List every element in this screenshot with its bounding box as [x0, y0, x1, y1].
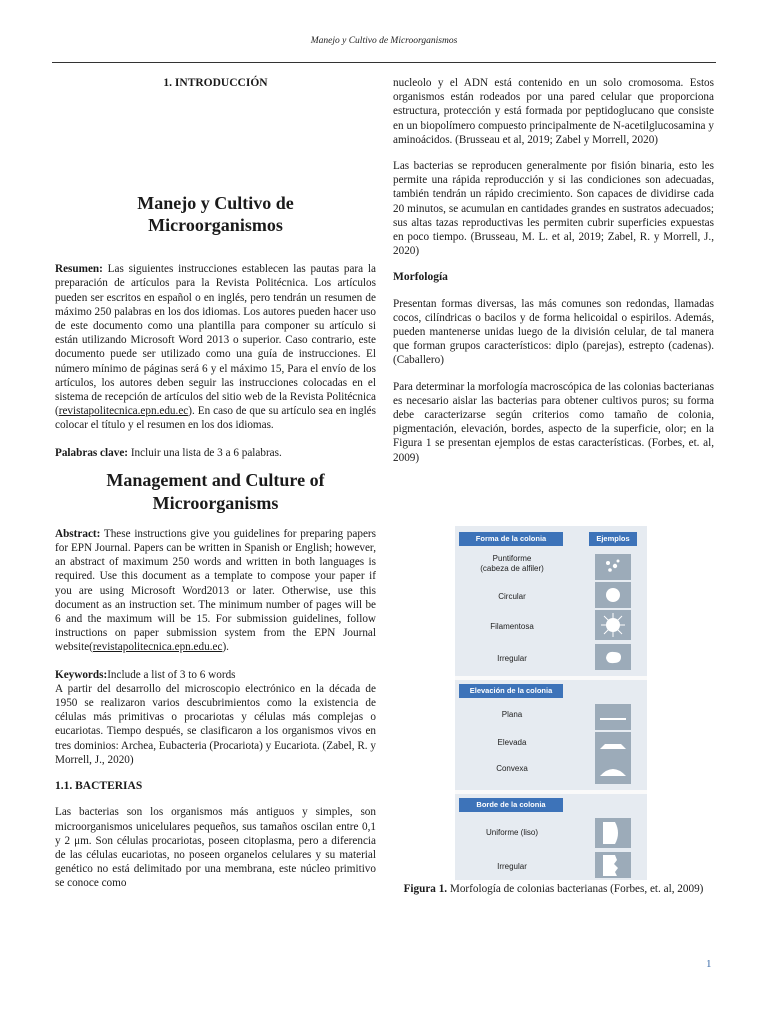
right-paragraph-3: Presentan formas diversas, las más comunes son redondas, llamadas cocos, cilíndricas o bacilos y de forma helicoidal o espirilos. Además, pueden mantenerse unidas luego de la división celular, de tal manera que forman grupos característicos: diplo (parejas), estrepto (cadenas). (Caballero): [393, 297, 714, 367]
forma-item-irregular: Irregular: [497, 654, 527, 663]
circular-colony-icon: [595, 582, 631, 608]
borde-item-irregular: Irregular: [497, 862, 527, 871]
title-en-line2: Microorganisms: [152, 492, 279, 513]
example-circular: [595, 582, 631, 608]
resumen-text-after: ). En caso de que su artículo sea en inglés colocar el título y el resumen en los dos idiomas.: [55, 405, 376, 432]
elevacion-item-elevada: Elevada: [497, 738, 527, 747]
palabras-label: Palabras clave:: [55, 446, 129, 459]
abstract-text-after: ).: [222, 641, 229, 654]
right-paragraph-4: Para determinar la morfología macroscópica de las colonias bacterianas es necesario aislar las bacterias para obtener cultivos puros; su forma debe caracterizarse según criterios como tamaño de colonia, pigmentación, elevación, bordes, aspecto de la superficie, olor; en la Figura 1 se presentan ejemplos de estas características. (Forbes, et. al, 2009): [393, 380, 714, 464]
right-paragraph-2: Las bacterias se reproducen generalmente por fisión binaria, esto les permite una rápida reproducción y si las condiciones son adecuadas, también tendrán un rápido crecimiento. Son capaces de dividirse cada 20 minutos, se acumulan en cantidades grandes en sustratos adecuados; sus altas tazas reproductivas les permiten cubrir superficies expuestas en poco tiempo. (Brusseau, M. L. et al, 2019; Zabel, R. y Morrell, J., 2020): [393, 160, 714, 258]
resumen-link[interactable]: revistapolitecnica.epn.edu.ec: [58, 405, 189, 418]
abstract-paragraph: [55, 527, 376, 655]
abstract-text: These instructions give you guidelines for preparing papers for EPN Journal. Papers can be written in Spanish or English; however, an abstract of maximum 250 words and written in both languages is required. Use this document as a template to compose your paper if you are using Microsoft Word2013 or later. Otherwise, use this document as an instruction set. The minimum number of pages will be 6 and the maximum will be 15. For submission guidelines, follow instructions on paper submission system from the EPN Journal website(: [55, 527, 376, 654]
example-uniforme: [595, 818, 631, 848]
figure-separator-2: [455, 790, 647, 794]
abstract-link[interactable]: revistapolitecnica.epn.edu.ec: [92, 641, 223, 654]
forma-heading: Forma de la colonia: [459, 532, 563, 546]
flat-elevation-icon: [595, 704, 631, 730]
resumen-label: Resumen:: [55, 263, 103, 276]
caption-text: Morfología de colonias bacterianas (Forbes, et. al, 2009): [447, 883, 704, 895]
elevacion-heading: Elevación de la colonia: [459, 684, 563, 698]
forma-item-puntiforme: Puntiforme: [492, 554, 532, 563]
palabras-text: Incluir una lista de 3 a 6 palabras.: [128, 446, 282, 459]
irregular-colony-icon: [595, 644, 631, 670]
morfologia-heading: Morfología: [393, 271, 448, 284]
forma-item-puntiforme-note: (cabeza de alfiler): [480, 564, 544, 573]
figure-colony-morphology: [455, 526, 647, 880]
resumen-text: Las siguientes instrucciones establecen las pautas para la preparación de artículos para la Revista Politécnica. Los artículos pueden ser escritos en español o en inglés, pero tendrán un resumen de máximo 250 palabras en los dos idiomas. Los autores pueden hacer uso de este documento como una plantilla para componer su artículo si están utilizando Microsoft Word 2013 o superior. Caso contrario, este documento puede ser utilizado como una guía de instrucciones. El número mínimo de páginas será 6 y el máximo 15, Para el envío de los artículos, los autores deben seguir las instrucciones colocadas en el sistema de recepción de artículos del sitio web de la Revista Politécnica (: [55, 263, 376, 418]
raised-elevation-icon: [595, 732, 631, 758]
left-column: [55, 76, 376, 891]
forma-item-circular: Circular: [498, 592, 526, 601]
borde-heading: Borde de la colonia: [459, 798, 563, 812]
title-en-line1: Management and Culture of: [106, 469, 325, 490]
title-es-line1: Manejo y Cultivo de: [137, 193, 294, 214]
example-plana: [595, 704, 631, 730]
keywords-label: Keywords:: [55, 668, 108, 681]
smooth-edge-icon: [595, 818, 631, 848]
convex-elevation-icon: [595, 758, 631, 784]
palabras-clave: [55, 446, 376, 460]
keywords-text: Include a list of 3 to 6 words: [107, 668, 236, 681]
right-column: [393, 76, 714, 465]
example-filamentosa: [595, 610, 631, 640]
page-number: 1: [706, 958, 712, 970]
intro-heading: 1. INTRODUCCIÓN: [163, 77, 268, 89]
header-rule: [52, 62, 716, 63]
running-header: Manejo y Cultivo de Microorganismos: [310, 36, 458, 46]
ejemplos-heading: Ejemplos: [589, 532, 637, 546]
figure-caption: [393, 882, 714, 896]
title-es-line2: Microorganismos: [148, 215, 283, 236]
right-paragraph-1: nucleolo y el ADN está contenido en un solo cromosoma. Estos organismos están rodeados por una pared celular que proporciona estructura, protección y está formada por peptidoglucano que consiste en un biopolímero compuesto principalmente de N-acetilglucosamina y aminoácidos. (Brusseau et al, 2019; Zabel y Morrell, 2020): [393, 77, 714, 146]
elevacion-item-convexa: Convexa: [496, 764, 528, 773]
abstract-label: Abstract:: [55, 527, 101, 540]
example-puntiforme: [595, 554, 631, 580]
bacterias-heading: 1.1. BACTERIAS: [55, 780, 143, 793]
figure-separator-1: [455, 676, 647, 680]
intro-paragraph: A partir del desarrollo del microscopio electrónico en la década de 1950 se realizaron varios descubrimientos como la existencia de células más primitivas o procariotas y células más complejas o eucariotas. Tiempo después, se clasificaron a los organismos vivos en tres dominios: Archea, Eubacteria (Procariota) y Eucariota. (Zabel, R. y Morrell, J., 2020): [55, 682, 376, 766]
borde-item-uniforme: Uniforme (liso): [485, 828, 538, 837]
bacterias-paragraph: Las bacterias son los organismos más antiguos y simples, son microorganismos unicelulares pequeños, sus tamaños oscilan entre 0,1 y 2 μm. Son células procariotas, poseen citoplasma, pero a diferencia de las células eucariotas, no poseen organelos celulares y su material genético no está delimitado por una membrana, este núcleo primitivo se conoce como: [55, 806, 376, 890]
example-elevada: [595, 732, 631, 758]
puntiforme-dots-icon: [595, 554, 631, 580]
resumen-paragraph: [55, 262, 376, 432]
caption-label: Figura 1.: [403, 883, 448, 895]
keywords: [55, 668, 376, 682]
irregular-edge-icon: [595, 852, 631, 878]
example-irregular: [595, 644, 631, 670]
filamentous-colony-icon: [595, 610, 631, 640]
example-convexa: [595, 758, 631, 784]
example-borde-irregular: [595, 852, 631, 878]
forma-item-filamentosa: Filamentosa: [490, 622, 534, 631]
elevacion-item-plana: Plana: [501, 710, 523, 719]
